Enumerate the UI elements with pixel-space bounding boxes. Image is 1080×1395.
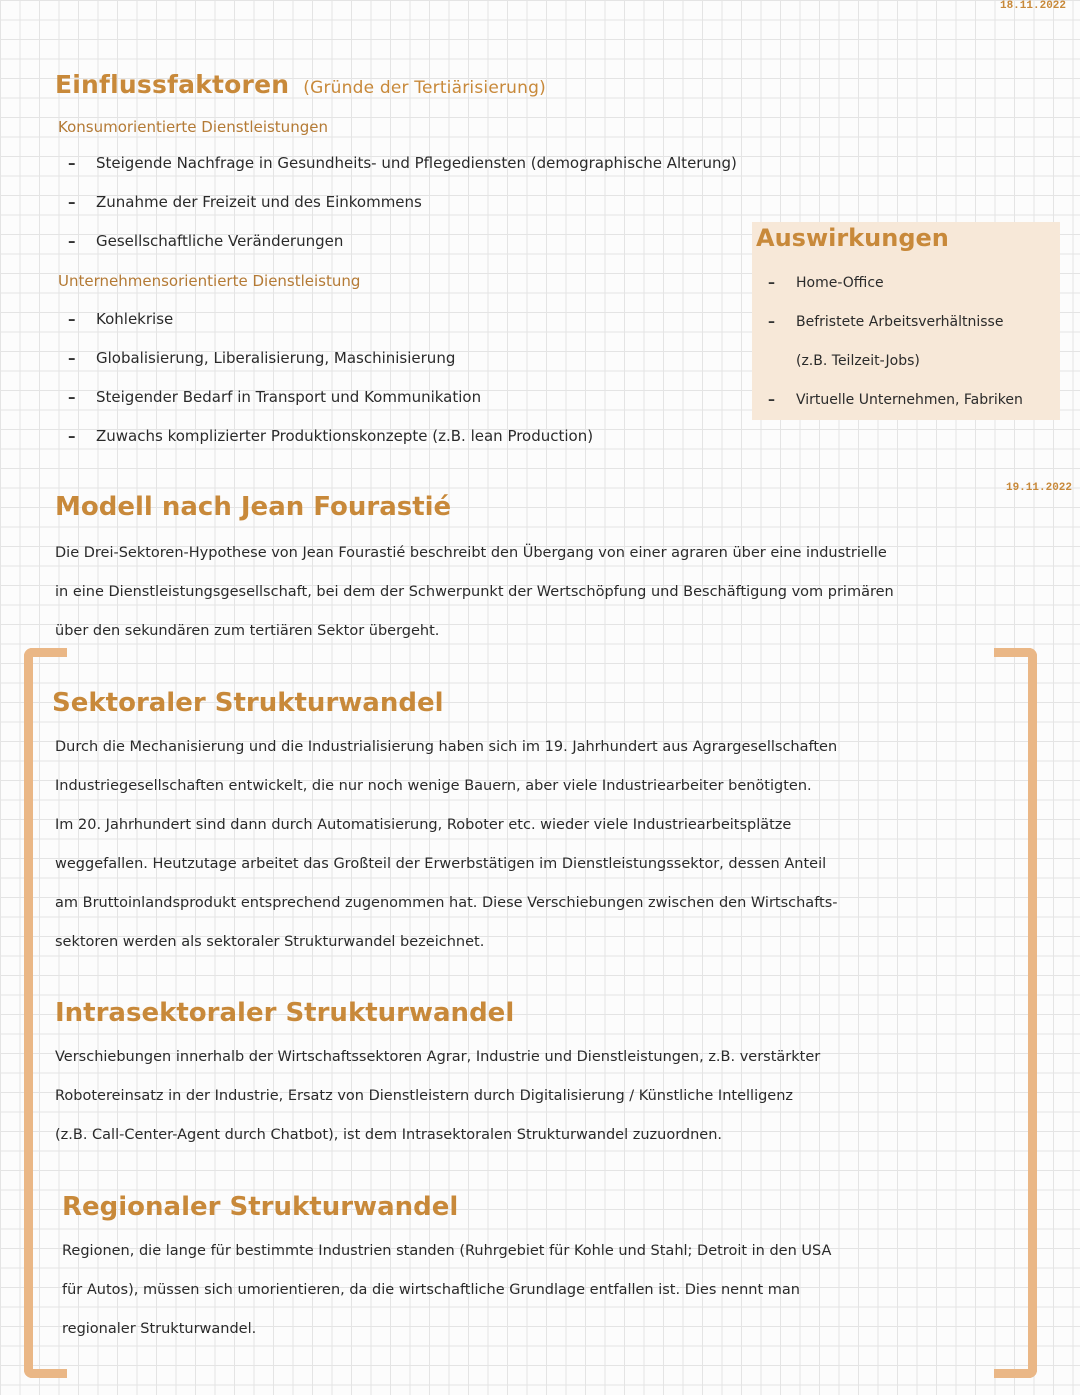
text-line: Regionen, die lange für bestimmte Industrien standen (Ruhrgebiet für Kohle und Stahl; Detroit in den USA	[62, 1243, 832, 1259]
text-line: über den sekundären zum tertiären Sektor übergeht.	[55, 623, 440, 639]
regional-title: Regionaler Strukturwandel	[62, 1192, 459, 1222]
text-line: weggefallen. Heutzutage arbeitet das Großteil der Erwerbstätigen im Dienstleistungssektor, dessen Anteil	[55, 856, 827, 872]
intra-title: Intrasektoraler Strukturwandel	[55, 998, 515, 1028]
intra-text	[55, 1038, 1035, 1155]
text-line: in eine Dienstleistungsgesellschaft, bei dem der Schwerpunkt der Wertschöpfung und Beschäftigung vom primären	[55, 584, 894, 600]
konsum-list	[68, 144, 737, 261]
text-line: Durch die Mechanisierung und die Industrialisierung haben sich im 19. Jahrhundert aus Agrargesellschaften	[55, 739, 838, 755]
list-item: – Home-Office	[768, 264, 1023, 303]
auswirkungen-title: Auswirkungen	[756, 224, 949, 252]
text-line: (z.B. Call-Center-Agent durch Chatbot), ist dem Intrasektoralen Strukturwandel zuzuordnen.	[55, 1127, 723, 1143]
list-item: – Virtuelle Unternehmen, Fabriken	[768, 381, 1023, 420]
text-line: Robotereinsatz in der Industrie, Ersatz von Dienstleistern durch Digitalisierung / Künstliche Intelligenz	[55, 1088, 794, 1104]
text-line: für Autos), müssen sich umorientieren, da die wirtschaftliche Grundlage entfallen ist. Dies nennt man	[62, 1282, 800, 1298]
text-line: Im 20. Jahrhundert sind dann durch Automatisierung, Roboter etc. wieder viele Industriearbeitsplätze	[55, 817, 792, 833]
sektoral-title: Sektoraler Strukturwandel	[52, 688, 444, 718]
konsum-heading: Konsumorientierte Dienstleistungen	[58, 118, 328, 136]
list-item: – Befristete Arbeitsverhältnisse	[768, 303, 1023, 342]
text-line: Die Drei-Sektoren-Hypothese von Jean Fourastié beschreibt den Übergang von einer agraren über eine industrielle	[55, 545, 887, 561]
auswirkungen-list	[768, 264, 1023, 420]
sektoral-text	[55, 728, 1035, 962]
list-item: – Kohlekrise	[68, 300, 593, 339]
regional-text	[62, 1232, 1037, 1349]
einfluss-subtitle: (Gründe der Tertiärisierung)	[303, 78, 546, 98]
text-line: regionaler Strukturwandel.	[62, 1321, 257, 1337]
list-item: (z.B. Teilzeit-Jobs)	[796, 353, 920, 369]
auswirkungen-box	[752, 222, 1060, 420]
text-line: sektoren werden als sektoraler Strukturwandel bezeichnet.	[55, 934, 485, 950]
list-item: – Zunahme der Freizeit und des Einkommens	[68, 183, 737, 222]
unternehmen-heading: Unternehmensorientierte Dienstleistung	[58, 272, 361, 290]
modell-title: Modell nach Jean Fourastié	[55, 492, 452, 522]
unternehmen-list	[68, 300, 593, 456]
list-item: – Gesellschaftliche Veränderungen	[68, 222, 737, 261]
list-item: – Zuwachs komplizierter Produktionskonzepte (z.B. lean Production)	[68, 417, 593, 456]
text-line: Industriegesellschaften entwickelt, die nur noch wenige Bauern, aber viele Industriearbeiter benötigten.	[55, 778, 812, 794]
date-mid: 19.11.2022	[1005, 482, 1072, 494]
einfluss-title-row	[55, 70, 546, 99]
modell-text	[55, 534, 1065, 651]
list-item: – Steigender Bedarf in Transport und Kommunikation	[68, 378, 593, 417]
list-item: – Globalisierung, Liberalisierung, Maschinisierung	[68, 339, 593, 378]
einfluss-title: Einflussfaktoren	[55, 70, 290, 99]
date-top: 18.11.2022	[999, 0, 1066, 12]
text-line: Verschiebungen innerhalb der Wirtschaftssektoren Agrar, Industrie und Dienstleistungen, z.B. verstärkter	[55, 1049, 821, 1065]
list-item: – Steigende Nachfrage in Gesundheits- und Pflegediensten (demographische Alterung)	[68, 144, 737, 183]
text-line: am Bruttoinlandsprodukt entsprechend zugenommen hat. Diese Verschiebungen zwischen den Wirtschafts-	[55, 895, 838, 911]
